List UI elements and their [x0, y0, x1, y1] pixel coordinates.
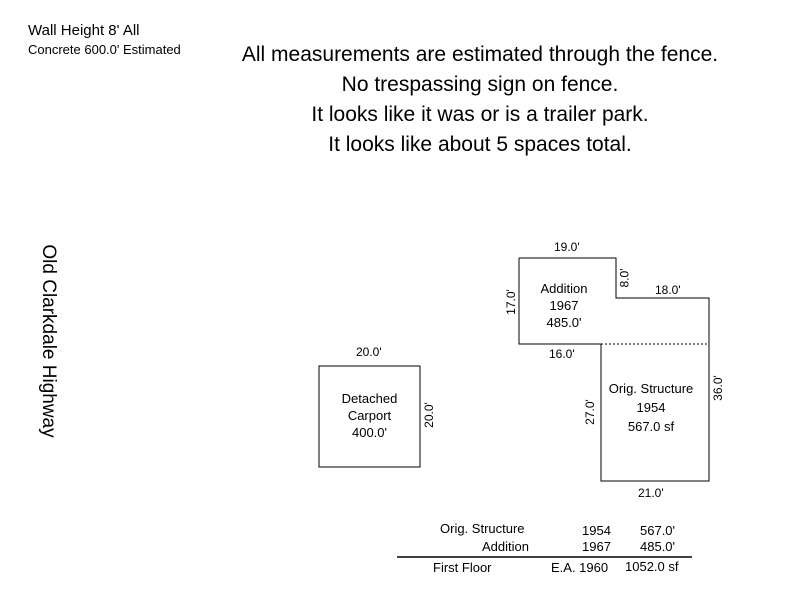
addition-dim-bottom: 16.0': [549, 347, 575, 361]
summary-row-year: 1967: [582, 539, 611, 554]
addition-name: Addition: [540, 281, 588, 296]
note-line: It looks like about 5 spaces total.: [328, 133, 632, 156]
orig-structure-year: 1954: [636, 400, 666, 415]
carport-dim-top: 20.0': [356, 345, 382, 359]
addition-year: 1967: [549, 298, 579, 313]
orig-structure-dim-bottom: 21.0': [638, 486, 664, 500]
addition-dim-step: 8.0': [617, 268, 632, 288]
summary-total-area: 1052.0 sf: [625, 559, 679, 574]
addition-area: 485.0': [546, 315, 582, 330]
orig-structure-area: 567.0 sf: [627, 419, 675, 434]
addition-dim-left: 17.0': [503, 289, 518, 315]
addition-dim-top: 19.0': [554, 240, 580, 254]
orig-structure-dim-right: 36.0': [710, 375, 725, 401]
concrete-label: Concrete 600.0' Estimated: [28, 42, 181, 57]
summary-row-year: 1954: [582, 523, 611, 538]
summary-row-label: Addition: [482, 539, 529, 554]
note-line: All measurements are estimated through the fence.: [241, 43, 719, 66]
summary-row-area: 567.0': [640, 523, 676, 538]
carport-name-2: Carport: [347, 408, 392, 423]
addition-dim-right-top: 18.0': [655, 283, 681, 297]
summary-row-label: Orig. Structure: [440, 521, 525, 536]
addition-label: [519, 280, 609, 331]
summary-total-label: First Floor: [433, 560, 492, 575]
summary-row-area: 485.0': [640, 539, 676, 554]
road-label: Old Clarkdale Highway: [38, 244, 59, 438]
carport-label: [319, 390, 420, 441]
orig-structure-label: [601, 379, 701, 436]
carport-name-1: Detached: [341, 391, 398, 406]
carport-area: 400.0': [351, 425, 387, 440]
orig-structure-dim-left: 27.0': [582, 399, 597, 425]
wall-height-label: Wall Height 8' All: [28, 22, 140, 39]
orig-structure-name: Orig. Structure: [608, 381, 694, 396]
note-line: It looks like it was or is a trailer park.: [311, 103, 649, 126]
summary-total-year: E.A. 1960: [551, 560, 609, 575]
note-line: No trespassing sign on fence.: [341, 73, 619, 96]
carport-dim-right: 20.0': [421, 402, 436, 428]
